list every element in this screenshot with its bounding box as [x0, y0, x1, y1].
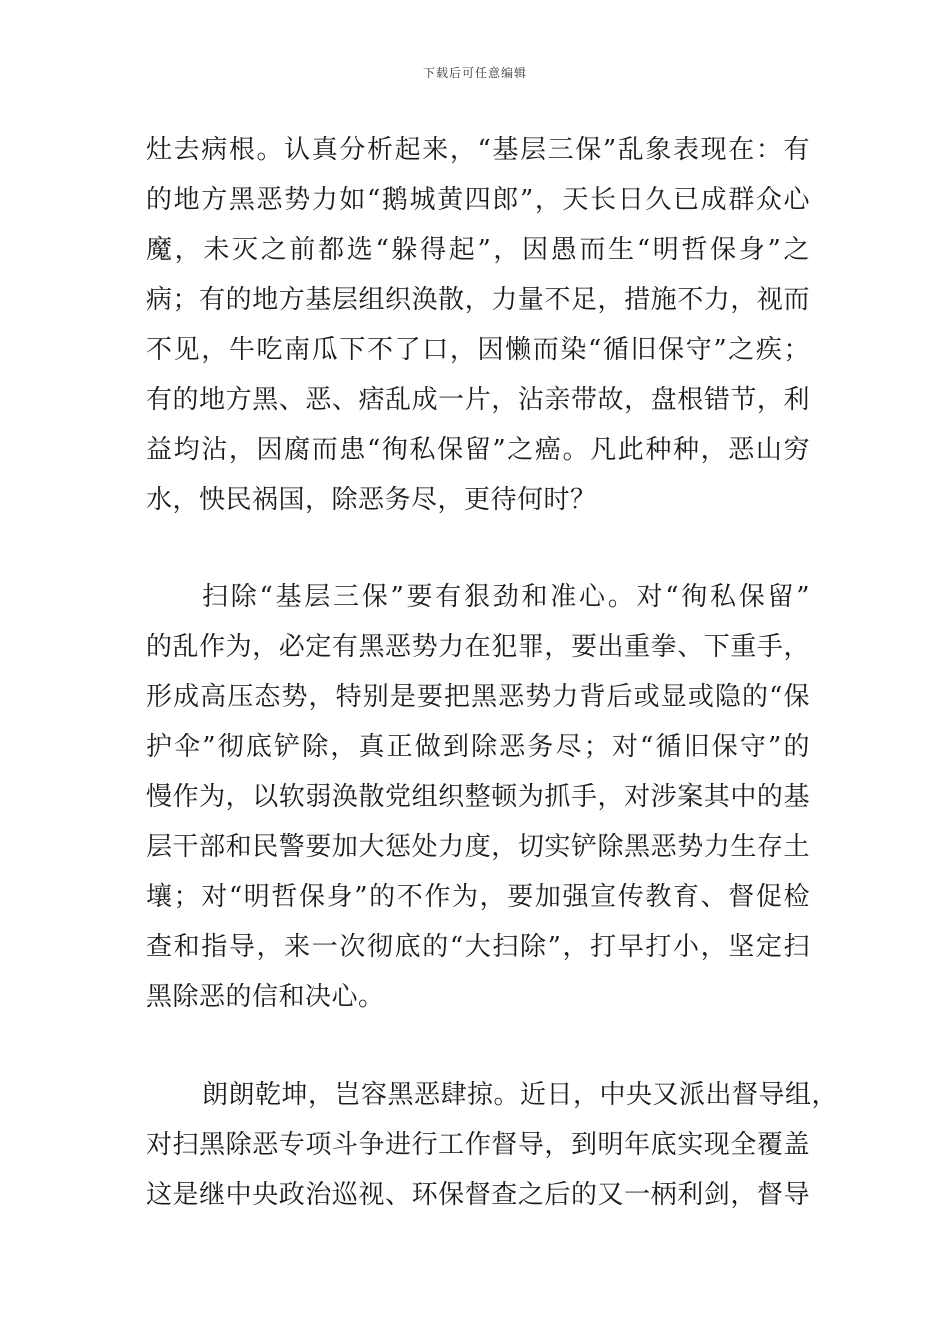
text-line: 层干部和民警要加大惩处力度，切实铲除黑恶势力生存土	[146, 832, 810, 862]
text-line: 壤；对“明哲保身”的不作为，要加强宣传教育、督促检	[146, 882, 810, 912]
text-line: 水，怏民祸国，除恶务尽，更待何时？	[146, 485, 597, 515]
text-line: 黑除恶的信和决心。	[146, 982, 385, 1012]
text-line: 有的地方黑、恶、痞乱成一片，沾亲带故，盘根错节，利	[146, 385, 810, 415]
text-line: 不见，牛吃南瓜下不了口，因懒而染“循旧保守”之疾；	[146, 335, 810, 365]
text-line: 益均沾，因腐而患“徇私保留”之癌。凡此种种，恶山穷	[146, 435, 810, 465]
text-line: 的地方黑恶势力如“鹅城黄四郎”，天长日久已成群众心	[146, 185, 810, 215]
text-line: 形成高压态势，特别是要把黑恶势力背后或显或隐的“保	[146, 682, 810, 712]
text-line: 朗朗乾坤，岂容黑恶肆掠。近日，中央又派出督导组，	[202, 1080, 839, 1110]
text-line: 的乱作为，必定有黑恶势力在犯罪，要出重拳、下重手，	[146, 632, 810, 662]
text-line: 病；有的地方基层组织涣散，力量不足，措施不力，视而	[146, 285, 810, 315]
text-line: 对扫黑除恶专项斗争进行工作督导，到明年底实现全覆盖	[146, 1130, 810, 1160]
body-paragraph-1	[146, 125, 810, 525]
text-line: 扫除“基层三保”要有狠劲和准心。对“徇私保留”	[202, 582, 810, 612]
text-line: 灶去病根。认真分析起来，“基层三保”乱象表现在：有	[146, 135, 810, 165]
text-line: 这是继中央政治巡视、环保督查之后的又一柄利剑，督导	[146, 1180, 810, 1210]
text-line: 查和指导，来一次彻底的“大扫除”，打早打小，坚定扫	[146, 932, 810, 962]
body-paragraph-2	[146, 572, 810, 1022]
text-line: 慢作为，以软弱涣散党组织整顿为抓手，对涉案其中的基	[146, 782, 810, 812]
text-line: 魔，未灭之前都选“躲得起”，因愚而生“明哲保身”之	[146, 235, 810, 265]
text-line: 护伞”彻底铲除，真正做到除恶务尽；对“循旧保守”的	[146, 732, 810, 762]
body-paragraph-3	[146, 1070, 839, 1220]
page-header-caption: 下载后可任意编辑	[422, 66, 527, 80]
